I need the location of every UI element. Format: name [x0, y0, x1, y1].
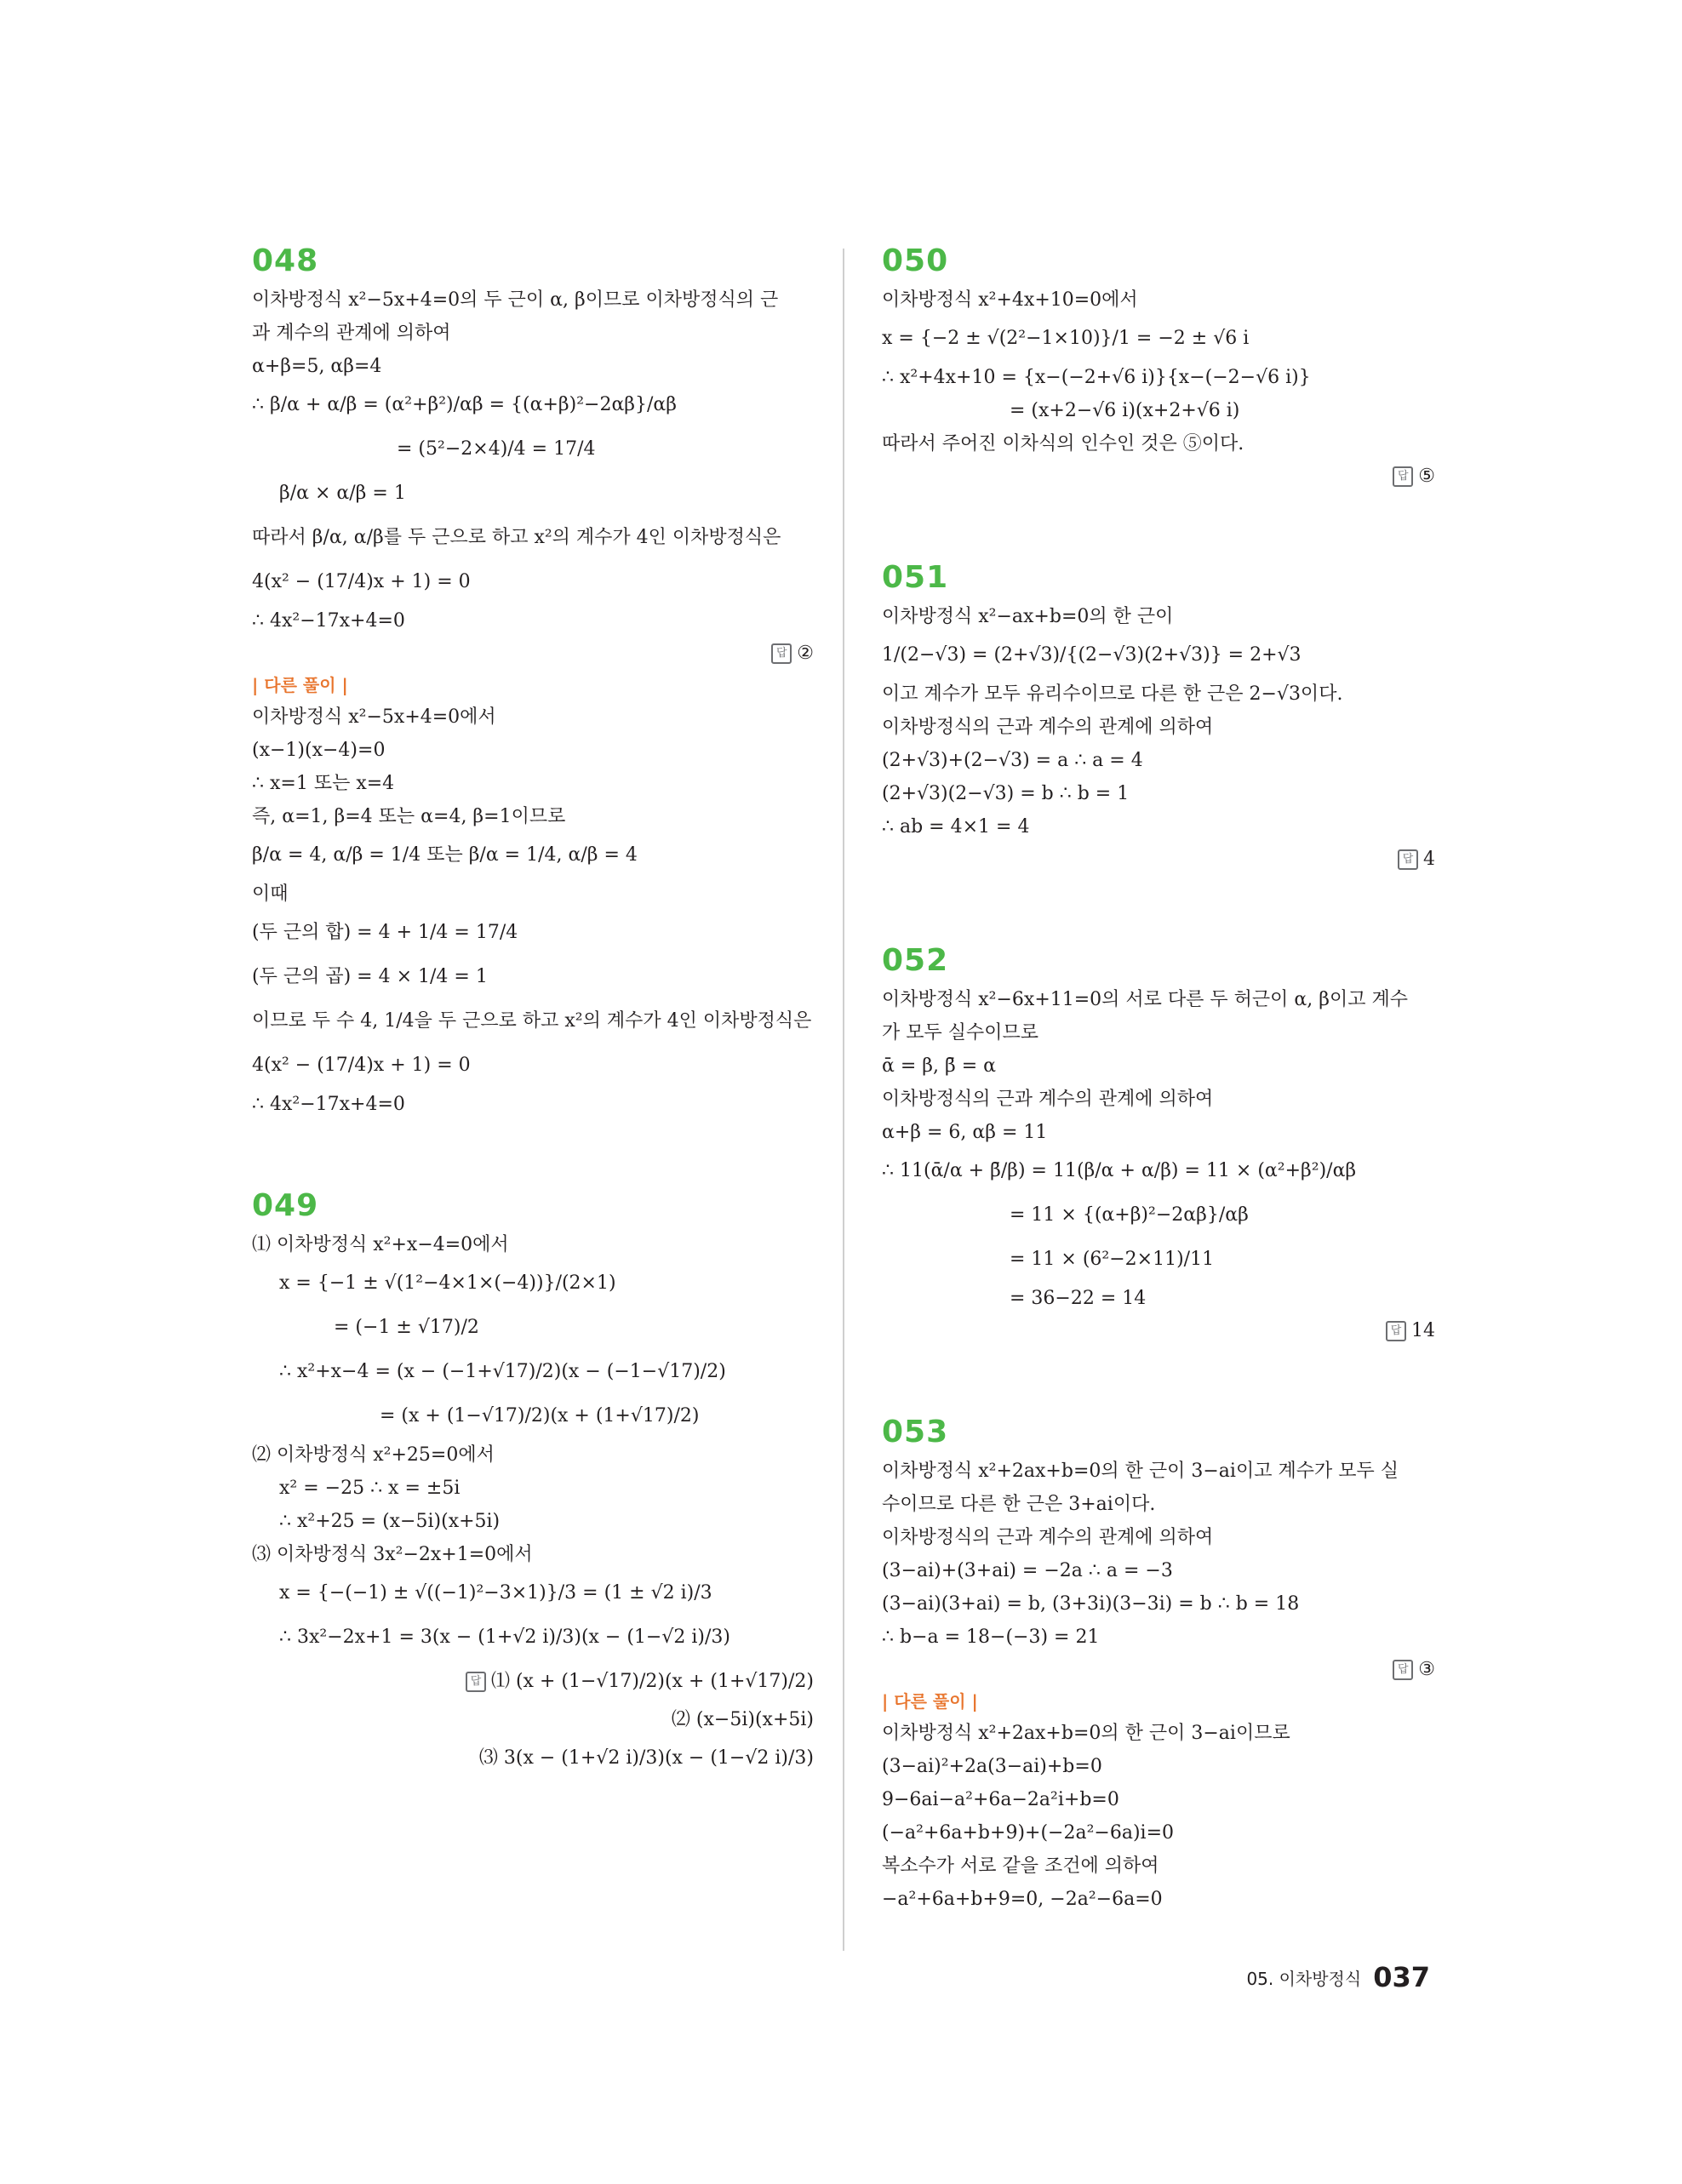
solution-line: 이차방정식 x²−5x+4=0에서 — [252, 706, 496, 728]
solution-line: 1/(2−√3) = (2+√3)/{(2−√3)(2+√3)} = 2+√3 — [882, 644, 1302, 666]
problem-number: 048 — [252, 243, 319, 278]
problem-050 — [882, 243, 1435, 493]
solution-line: ∴ 3x²−2x+1 = 3(x − (1+√2 i)/3)(x − (1−√2 i)/3) — [279, 1627, 730, 1648]
solution-line: (두 근의 곱) = 4 × 1/4 = 1 — [252, 966, 488, 987]
solution-line: 이차방정식의 근과 계수의 관계에 의하여 — [882, 717, 1214, 738]
solution-line: (2+√3)(2−√3) = b ∴ b = 1 — [882, 783, 1130, 804]
problem-051 — [882, 559, 1435, 876]
answer-mark-icon: 답 — [1398, 849, 1418, 870]
solution-line: = (5²−2×4)/4 = 17/4 — [397, 438, 596, 460]
column-divider — [843, 249, 844, 1951]
solution-line: 가 모두 실수이므로 — [882, 1022, 1039, 1043]
page-number: 037 — [1373, 1961, 1430, 1993]
solution-line: ∴ x²+25 = (x−5i)(x+5i) — [279, 1511, 501, 1532]
answer-line — [882, 1315, 1435, 1347]
solution-line: 이차방정식 x²+4x+10=0에서 — [882, 289, 1138, 311]
solution-line: ∴ b−a = 18−(−3) = 21 — [882, 1627, 1100, 1648]
answer-mark-icon: 답 — [466, 1672, 486, 1692]
solution-line: 이고 계수가 모두 유리수이므로 다른 한 근은 2−√3이다. — [882, 683, 1343, 705]
answer-mark-icon: 답 — [1386, 1321, 1406, 1341]
solution-line: = (x + (1−√17)/2)(x + (1+√17)/2) — [380, 1405, 700, 1426]
solution-line: (3−ai)²+2a(3−ai)+b=0 — [882, 1756, 1102, 1777]
solution-line: ⑴ 이차방정식 x²+x−4=0에서 — [252, 1234, 509, 1255]
solution-line: 이차방정식 x²−5x+4=0의 두 근이 α, β이므로 이차방정식의 근 — [252, 289, 779, 311]
problem-number: 052 — [882, 943, 949, 978]
solution-line: = 11 × (6²−2×11)/11 — [1010, 1249, 1215, 1270]
solution-line: ∴ x²+4x+10 = {x−(−2+√6 i)}{x−(−2−√6 i)} — [882, 367, 1311, 388]
solution-line: 4(x² − (17/4)x + 1) = 0 — [252, 1055, 471, 1076]
solution-line: 따라서 주어진 이차식의 인수인 것은 ⑤이다. — [882, 433, 1244, 455]
solution-line: = (x+2−√6 i)(x+2+√6 i) — [1010, 400, 1240, 421]
answer-value: ⑴ (x + (1−√17)/2)(x + (1+√17)/2) — [490, 1671, 814, 1692]
solution-line: x = {−1 ± √(1²−4×1×(−4))}/(2×1) — [279, 1272, 616, 1294]
solution-line: ᾱ = β, β̄ = α — [882, 1055, 996, 1077]
solution-line: (2+√3)+(2−√3) = a ∴ a = 4 — [882, 750, 1143, 771]
solution-line: 과 계수의 관계에 의하여 — [252, 323, 451, 344]
right-column — [882, 243, 1435, 1916]
solution-line: ∴ 4x²−17x+4=0 — [252, 1094, 405, 1115]
answer-line — [252, 1660, 814, 1704]
page-footer — [1246, 1961, 1430, 1993]
solution-line: −a²+6a+b+9=0, −2a²−6a=0 — [882, 1889, 1163, 1910]
solution-line: 이차방정식 x²+2ax+b=0의 한 근이 3−ai이고 계수가 모두 실 — [882, 1461, 1399, 1482]
answer-line — [252, 1736, 814, 1781]
answer-value: 14 — [1411, 1320, 1435, 1341]
problem-052 — [882, 942, 1435, 1347]
problem-049 — [252, 1187, 814, 1781]
alternative-solution-label: | 다른 풀이 | — [882, 1691, 978, 1712]
solution-line: 이때 — [252, 883, 289, 905]
solution-line: 이차방정식 x²−6x+11=0의 서로 다른 두 허근이 α, β이고 계수 — [882, 989, 1408, 1010]
answer-mark-icon: 답 — [1393, 1660, 1413, 1680]
solution-line: x = {−2 ± √(2²−1×10)}/1 = −2 ± √6 i — [882, 328, 1250, 349]
problem-048 — [252, 243, 814, 1121]
answer-mark-icon: 답 — [1393, 466, 1413, 487]
solution-line: ⑵ 이차방정식 x²+25=0에서 — [252, 1444, 495, 1466]
solution-line: 이차방정식의 근과 계수의 관계에 의하여 — [882, 1527, 1214, 1548]
solution-line: (두 근의 합) = 4 + 1/4 = 17/4 — [252, 922, 518, 943]
solution-line: (3−ai)+(3+ai) = −2a ∴ a = −3 — [882, 1560, 1173, 1581]
solution-line: (−a²+6a+b+9)+(−2a²−6a)i=0 — [882, 1822, 1175, 1844]
solution-line: 수이므로 다른 한 근은 3+ai이다. — [882, 1494, 1156, 1515]
chapter-title: 05. 이차방정식 — [1246, 1968, 1362, 1989]
answer-value: ⑤ — [1418, 466, 1435, 487]
solution-line: β/α × α/β = 1 — [279, 483, 406, 504]
solution-line: 4(x² − (17/4)x + 1) = 0 — [252, 571, 471, 592]
solution-line: β/α = 4, α/β = 1/4 또는 β/α = 1/4, α/β = 4 — [252, 844, 638, 866]
problem-number: 050 — [882, 243, 949, 278]
solution-line: = 36−22 = 14 — [1010, 1288, 1147, 1309]
solution-line: ⑶ 이차방정식 3x²−2x+1=0에서 — [252, 1544, 533, 1565]
solution-line: ∴ x²+x−4 = (x − (−1+√17)/2)(x − (−1−√17)/2) — [279, 1361, 726, 1382]
solution-line: α+β = 6, αβ = 11 — [882, 1122, 1048, 1143]
answer-mark-icon: 답 — [771, 643, 792, 664]
problem-number: 051 — [882, 560, 949, 595]
solution-line: 이차방정식 x²+2ax+b=0의 한 근이 3−ai이므로 — [882, 1723, 1290, 1744]
solution-line: α+β=5, αβ=4 — [252, 356, 382, 377]
solution-line: = 11 × {(α+β)²−2αβ}/αβ — [1010, 1204, 1249, 1226]
solution-line: 이차방정식의 근과 계수의 관계에 의하여 — [882, 1089, 1214, 1110]
answer-line — [882, 460, 1435, 493]
solution-line: 따라서 β/α, α/β를 두 근으로 하고 x²의 계수가 4인 이차방정식은 — [252, 527, 781, 548]
answer-line — [252, 1704, 814, 1736]
answer-value: ⑶ 3(x − (1+√2 i)/3)(x − (1−√2 i)/3) — [478, 1747, 814, 1769]
left-column — [252, 243, 814, 1781]
solution-line: (3−ai)(3+ai) = b, (3+3i)(3−3i) = b ∴ b = 18 — [882, 1593, 1300, 1615]
answer-line — [252, 637, 814, 670]
answer-value: ③ — [1418, 1659, 1435, 1680]
solution-line: ∴ x=1 또는 x=4 — [252, 773, 395, 794]
solution-line: ∴ 11(ᾱ/α + β̄/β) = 11(β/α + α/β) = 11 × (α²+β²)/αβ — [882, 1160, 1357, 1181]
solution-line: x = {−(−1) ± √((−1)²−3×1)}/3 = (1 ± √2 i)/3 — [279, 1582, 712, 1604]
solution-line: ∴ ab = 4×1 = 4 — [882, 816, 1030, 838]
solution-line: ∴ 4x²−17x+4=0 — [252, 610, 405, 632]
problem-number: 049 — [252, 1188, 319, 1223]
problem-number: 053 — [882, 1415, 949, 1449]
solution-line: x² = −25 ∴ x = ±5i — [279, 1478, 461, 1499]
solution-line: (x−1)(x−4)=0 — [252, 740, 386, 761]
answer-line — [882, 1654, 1435, 1686]
solution-line: 9−6ai−a²+6a−2a²i+b=0 — [882, 1789, 1119, 1810]
problem-053 — [882, 1414, 1435, 1916]
answer-value: ⑵ (x−5i)(x+5i) — [671, 1709, 814, 1730]
solution-line: 즉, α=1, β=4 또는 α=4, β=1이므로 — [252, 806, 566, 827]
solution-line: ∴ β/α + α/β = (α²+β²)/αβ = {(α+β)²−2αβ}/αβ — [252, 394, 678, 415]
answer-value: 4 — [1423, 849, 1435, 870]
solution-line: = (−1 ± √17)/2 — [334, 1317, 479, 1338]
alternative-solution-label: | 다른 풀이 | — [252, 675, 348, 695]
answer-value: ② — [797, 643, 814, 664]
solution-line: 이차방정식 x²−ax+b=0의 한 근이 — [882, 606, 1174, 627]
solution-line: 이므로 두 수 4, 1/4을 두 근으로 하고 x²의 계수가 4인 이차방정식은 — [252, 1010, 812, 1032]
solution-line: 복소수가 서로 같을 조건에 의하여 — [882, 1855, 1159, 1877]
answer-line — [882, 843, 1435, 876]
